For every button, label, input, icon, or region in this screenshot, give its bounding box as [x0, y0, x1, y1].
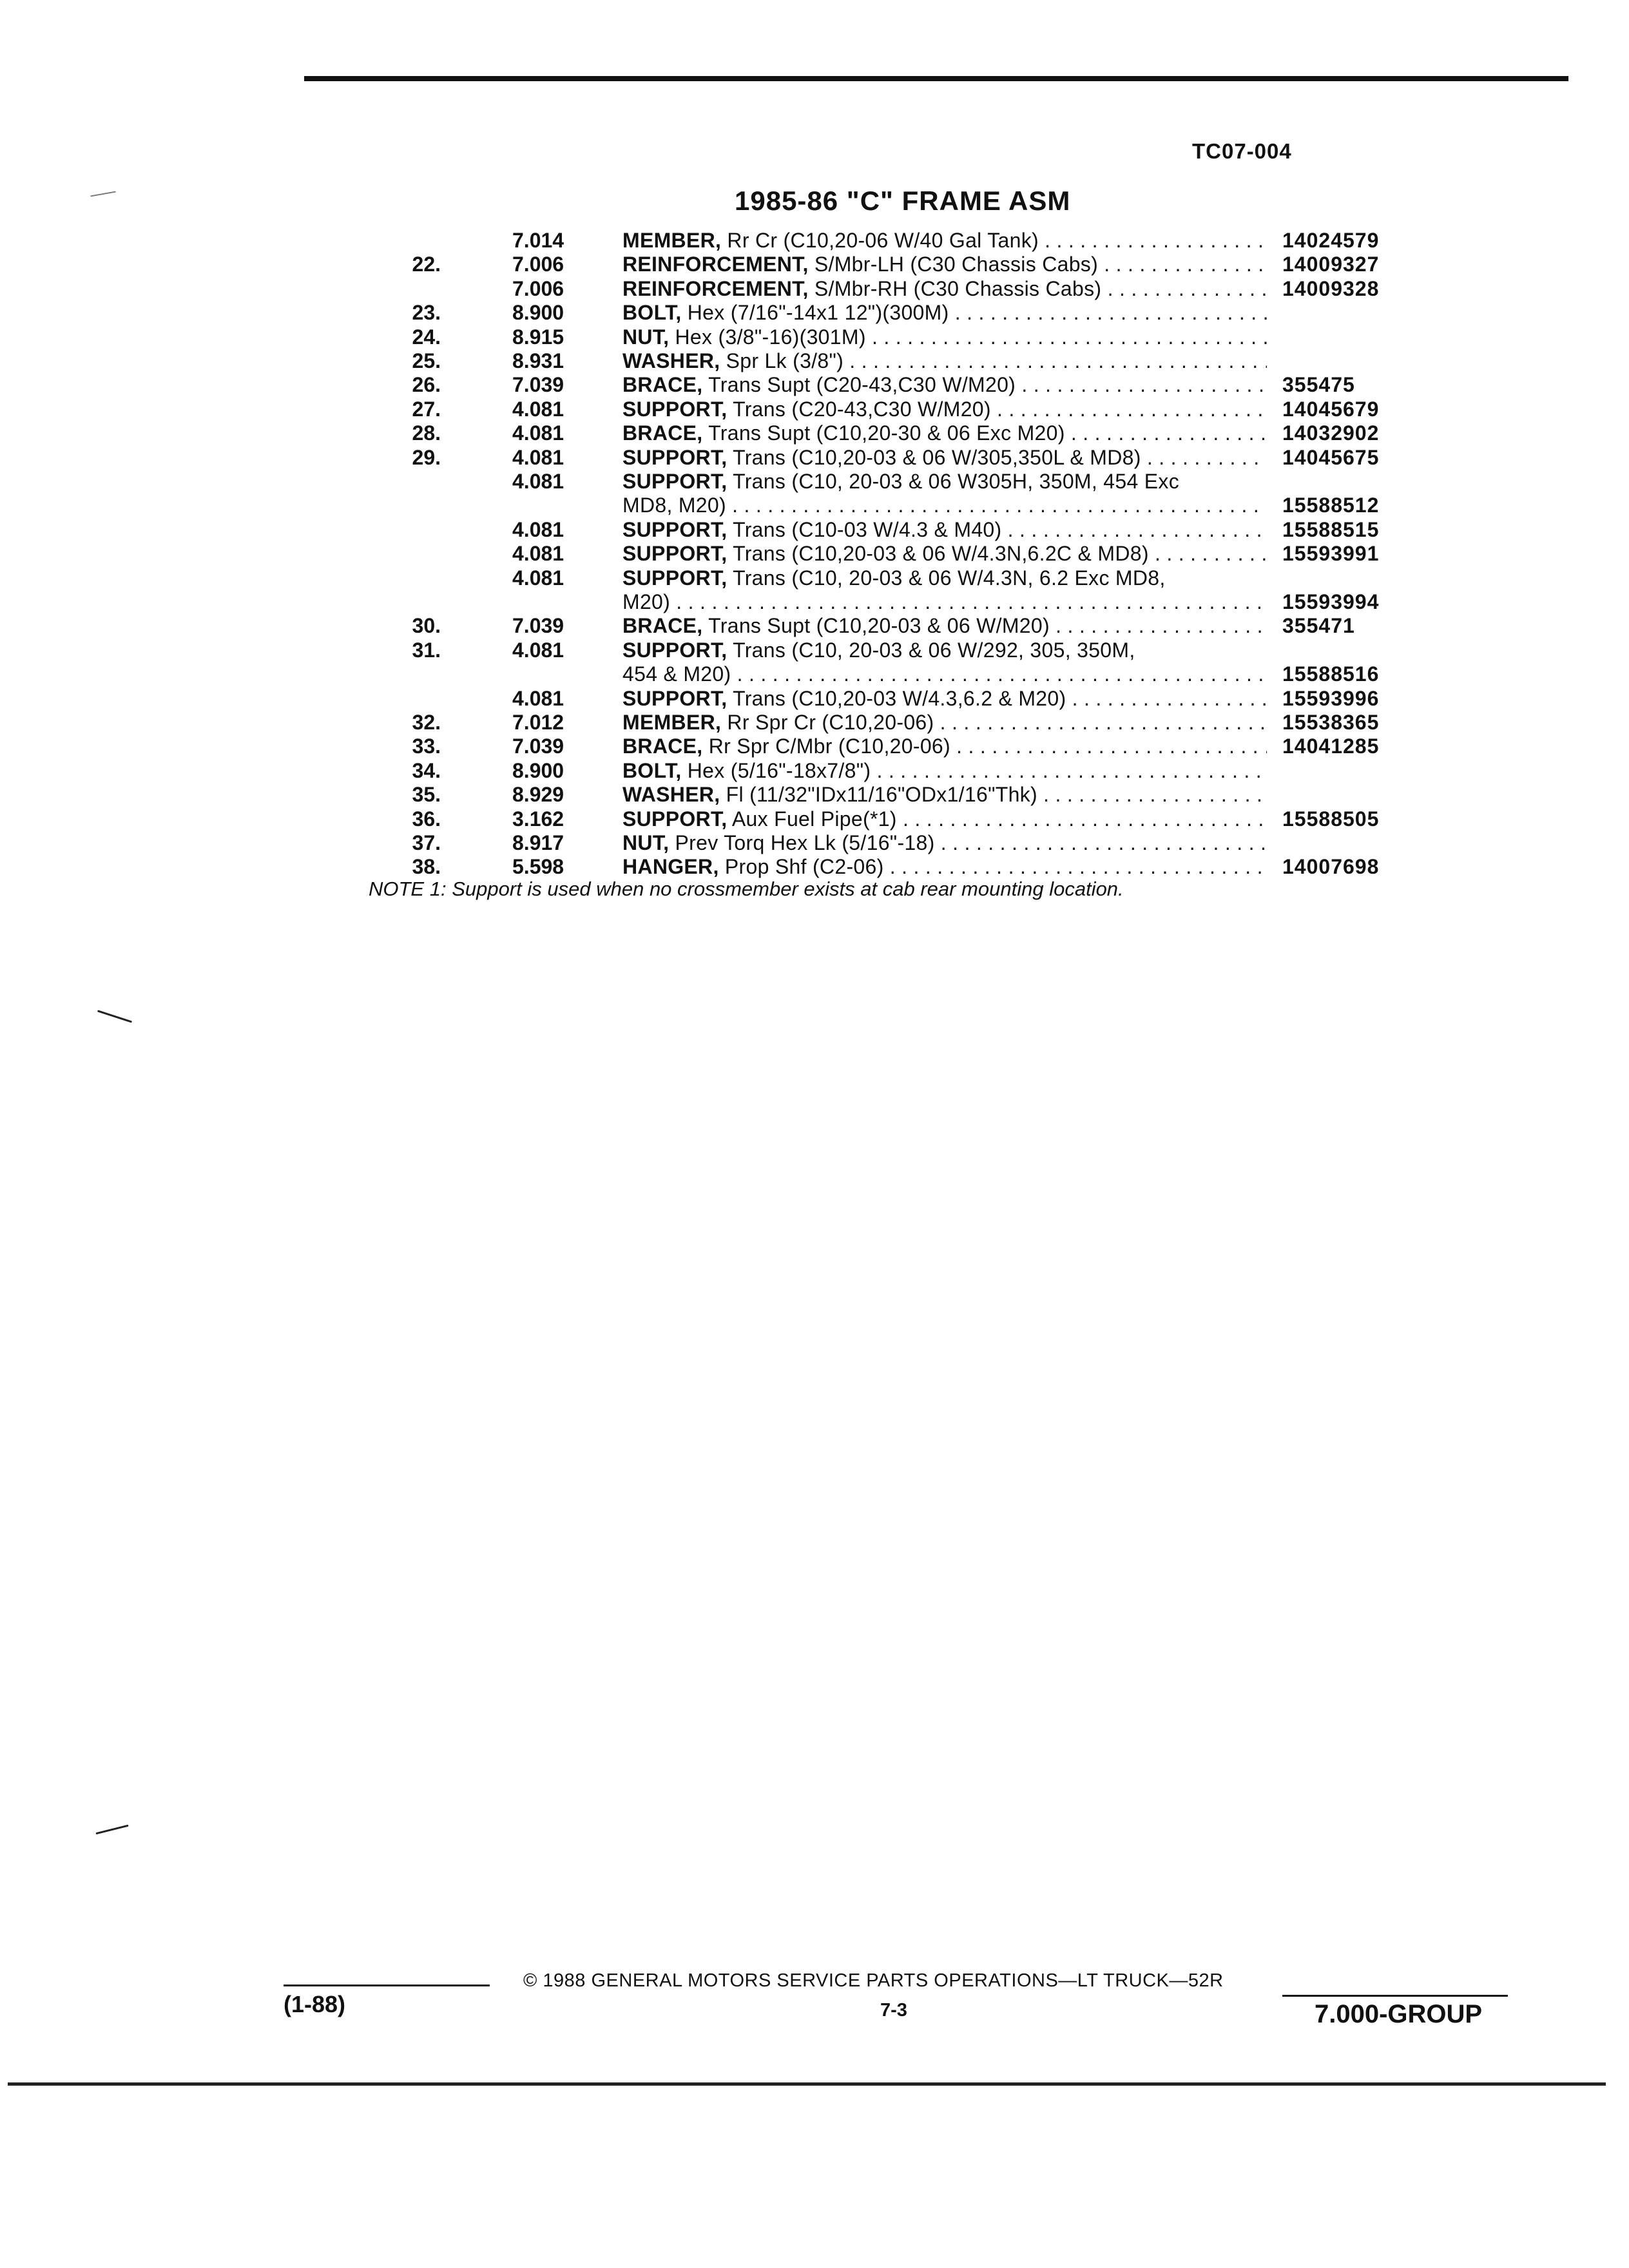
footer-rule-right — [1282, 1995, 1508, 1997]
group-number: 4.081 — [512, 518, 564, 541]
part-number: 15588512 — [1282, 494, 1380, 517]
part-detail: MD8, M20) — [622, 494, 726, 517]
part-number: 14009327 — [1282, 253, 1380, 276]
footer-revision-date: (1-88) — [284, 1991, 346, 2017]
page-title: 1985-86 "C" FRAME ASM — [735, 186, 1071, 216]
item-number: 24. — [412, 325, 441, 349]
part-description — [622, 541, 1267, 566]
part-detail: Trans (C10, 20-03 & 06 W305H, 350M, 454 Exc — [733, 470, 1179, 493]
part-description — [622, 228, 1267, 253]
scan-mark — [90, 191, 116, 197]
group-number: 7.039 — [512, 735, 564, 758]
part-number: 14045679 — [1282, 398, 1380, 421]
group-number: 3.162 — [512, 807, 564, 831]
part-name: BOLT, — [622, 759, 682, 782]
part-number: 14045675 — [1282, 446, 1380, 469]
part-number: 15593991 — [1282, 542, 1380, 565]
part-description — [622, 469, 1267, 494]
part-description — [622, 638, 1267, 662]
part-name: REINFORCEMENT, — [622, 253, 809, 276]
part-detail: Prev Torq Hex Lk (5/16"-18) — [675, 831, 935, 854]
top-rule — [304, 76, 1568, 81]
part-description — [622, 734, 1267, 758]
part-detail: Trans (C20-43,C30 W/M20) — [733, 398, 991, 421]
item-number: 30. — [412, 614, 441, 637]
part-detail: Hex (5/16"-18x7/8") — [687, 759, 871, 782]
part-name: WASHER, — [622, 349, 720, 372]
footnote: NOTE 1: Support is used when no crossmember exists at cab rear mounting location. — [369, 878, 1124, 900]
table-row — [0, 541, 1629, 566]
part-number: 14041285 — [1282, 735, 1380, 758]
group-number: 7.039 — [512, 614, 564, 637]
part-name: SUPPORT, — [622, 470, 728, 493]
part-description — [622, 300, 1267, 325]
table-row — [0, 372, 1629, 397]
part-name: SUPPORT, — [622, 542, 728, 565]
part-description — [622, 397, 1267, 421]
part-name: NUT, — [622, 831, 670, 854]
bottom-rule — [8, 2082, 1606, 2086]
part-detail: Trans Supt (C10,20-30 & 06 Exc M20) — [708, 421, 1065, 445]
item-number: 35. — [412, 783, 441, 806]
footer-page-number: 7-3 — [880, 2000, 907, 2021]
group-number: 7.006 — [512, 277, 564, 300]
table-row — [0, 421, 1629, 445]
part-description — [622, 276, 1267, 301]
part-number: 15593994 — [1282, 590, 1380, 613]
table-row — [0, 758, 1629, 783]
part-description — [622, 590, 1267, 614]
part-name: BRACE, — [622, 735, 703, 758]
part-description — [622, 613, 1267, 638]
part-name: SUPPORT, — [622, 398, 728, 421]
part-description — [622, 782, 1267, 807]
item-number: 31. — [412, 639, 441, 662]
part-detail: Aux Fuel Pipe(*1) — [731, 807, 897, 831]
group-number: 7.039 — [512, 373, 564, 396]
item-number: 26. — [412, 373, 441, 396]
part-description — [622, 517, 1267, 542]
group-number: 4.081 — [512, 470, 564, 493]
part-detail: Rr Cr (C10,20-06 W/40 Gal Tank) — [727, 229, 1039, 252]
part-number: 15588515 — [1282, 518, 1380, 541]
table-row — [0, 807, 1629, 831]
part-detail: Rr Spr Cr (C10,20-06) — [727, 711, 934, 734]
part-description — [622, 566, 1267, 590]
group-number: 8.931 — [512, 349, 564, 372]
part-name: SUPPORT, — [622, 446, 728, 469]
part-number: 15538365 — [1282, 711, 1380, 734]
part-description — [622, 758, 1267, 783]
group-number: 4.081 — [512, 398, 564, 421]
part-name: SUPPORT, — [622, 639, 728, 662]
table-row — [0, 734, 1629, 758]
part-name: SUPPORT, — [622, 807, 728, 831]
part-name: SUPPORT, — [622, 518, 728, 541]
part-detail: Hex (3/8"-16)(301M) — [675, 325, 866, 349]
scan-mark — [95, 1825, 128, 1834]
part-detail: Prop Shf (C2-06) — [724, 855, 884, 878]
item-number: 36. — [412, 807, 441, 831]
part-number: 15588516 — [1282, 662, 1380, 686]
part-detail: Spr Lk (3/8") — [726, 349, 844, 372]
part-number: 15588505 — [1282, 807, 1380, 831]
part-name: HANGER, — [622, 855, 719, 878]
table-row — [0, 638, 1629, 662]
part-description — [622, 493, 1267, 517]
part-number: 14007698 — [1282, 855, 1380, 878]
part-detail: M20) — [622, 590, 671, 613]
table-row — [0, 517, 1629, 542]
table-row — [0, 566, 1629, 590]
item-number: 33. — [412, 735, 441, 758]
part-name: NUT, — [622, 325, 670, 349]
group-number: 4.081 — [512, 421, 564, 445]
item-number: 27. — [412, 398, 441, 421]
group-number: 5.598 — [512, 855, 564, 878]
table-row — [0, 469, 1629, 494]
table-row — [0, 349, 1629, 373]
part-number: 355471 — [1282, 614, 1355, 637]
part-description — [622, 854, 1267, 879]
part-name: BOLT, — [622, 301, 682, 324]
part-detail: Trans Supt (C10,20-03 & 06 W/M20) — [708, 614, 1050, 637]
part-name: BRACE, — [622, 421, 703, 445]
table-row — [0, 590, 1629, 614]
table-row — [0, 493, 1629, 517]
part-number: 14032902 — [1282, 421, 1380, 445]
group-number: 8.917 — [512, 831, 564, 854]
group-number: 8.929 — [512, 783, 564, 806]
catalog-code: TC07-004 — [1192, 139, 1292, 163]
part-detail: Trans (C10,20-03 & 06 W/305,350L & MD8) — [733, 446, 1141, 469]
table-row — [0, 276, 1629, 301]
table-row — [0, 686, 1629, 711]
part-detail: Hex (7/16"-14x1 12")(300M) — [687, 301, 949, 324]
part-description — [622, 662, 1267, 686]
part-detail: Trans Supt (C20-43,C30 W/M20) — [708, 373, 1016, 396]
table-row — [0, 300, 1629, 325]
group-number: 7.014 — [512, 229, 564, 252]
part-name: BRACE, — [622, 614, 703, 637]
part-description — [622, 807, 1267, 831]
table-row — [0, 613, 1629, 638]
part-description — [622, 349, 1267, 373]
group-number: 8.915 — [512, 325, 564, 349]
part-detail: Trans (C10,20-03 W/4.3,6.2 & M20) — [733, 687, 1066, 710]
part-name: MEMBER, — [622, 229, 722, 252]
table-row — [0, 228, 1629, 253]
part-detail: Trans (C10,20-03 & 06 W/4.3N,6.2C & MD8) — [733, 542, 1149, 565]
part-number: 14024579 — [1282, 229, 1380, 252]
item-number: 22. — [412, 253, 441, 276]
group-number: 4.081 — [512, 566, 564, 590]
part-detail: 454 & M20) — [622, 662, 731, 686]
group-number: 4.081 — [512, 687, 564, 710]
item-number: 25. — [412, 349, 441, 372]
part-detail: Trans (C10, 20-03 & 06 W/292, 305, 350M, — [733, 639, 1135, 662]
part-detail: Trans (C10, 20-03 & 06 W/4.3N, 6.2 Exc MD8, — [733, 566, 1166, 590]
part-detail: Trans (C10-03 W/4.3 & M40) — [733, 518, 1002, 541]
part-number: 14009328 — [1282, 277, 1380, 300]
part-description — [622, 831, 1267, 855]
item-number: 37. — [412, 831, 441, 854]
part-description — [622, 372, 1267, 397]
table-row — [0, 445, 1629, 470]
part-description — [622, 686, 1267, 711]
footer-group-label: 7.000-GROUP — [1315, 2000, 1483, 2028]
part-name: WASHER, — [622, 783, 720, 806]
group-number: 4.081 — [512, 639, 564, 662]
part-name: MEMBER, — [622, 711, 722, 734]
footer-rule-left — [284, 1984, 490, 1986]
item-number: 34. — [412, 759, 441, 782]
part-name: REINFORCEMENT, — [622, 277, 809, 300]
item-number: 23. — [412, 301, 441, 324]
table-row — [0, 782, 1629, 807]
footer-copyright: © 1988 GENERAL MOTORS SERVICE PARTS OPERATIONS—LT TRUCK—52R — [523, 1970, 1224, 1991]
part-description — [622, 421, 1267, 445]
table-row — [0, 854, 1629, 879]
group-number: 7.006 — [512, 253, 564, 276]
part-detail: S/Mbr-LH (C30 Chassis Cabs) — [814, 253, 1099, 276]
part-description — [622, 445, 1267, 470]
part-detail: S/Mbr-RH (C30 Chassis Cabs) — [814, 277, 1102, 300]
item-number: 29. — [412, 446, 441, 469]
part-description — [622, 325, 1267, 349]
part-detail: Fl (11/32"IDx11/16"ODx1/16"Thk) — [726, 783, 1037, 806]
table-row — [0, 710, 1629, 735]
table-row — [0, 662, 1629, 686]
table-row — [0, 831, 1629, 855]
group-number: 8.900 — [512, 301, 564, 324]
item-number: 32. — [412, 711, 441, 734]
part-name: SUPPORT, — [622, 687, 728, 710]
group-number: 4.081 — [512, 446, 564, 469]
item-number: 38. — [412, 855, 441, 878]
table-row — [0, 325, 1629, 349]
group-number: 8.900 — [512, 759, 564, 782]
part-name: SUPPORT, — [622, 566, 728, 590]
table-row — [0, 397, 1629, 421]
part-description — [622, 252, 1267, 276]
table-row — [0, 252, 1629, 276]
scan-mark — [97, 1010, 132, 1023]
part-name: BRACE, — [622, 373, 703, 396]
part-description — [622, 710, 1267, 735]
item-number: 28. — [412, 421, 441, 445]
part-number: 355475 — [1282, 373, 1355, 396]
part-number: 15593996 — [1282, 687, 1380, 710]
part-detail: Rr Spr C/Mbr (C10,20-06) — [708, 735, 950, 758]
group-number: 7.012 — [512, 711, 564, 734]
group-number: 4.081 — [512, 542, 564, 565]
